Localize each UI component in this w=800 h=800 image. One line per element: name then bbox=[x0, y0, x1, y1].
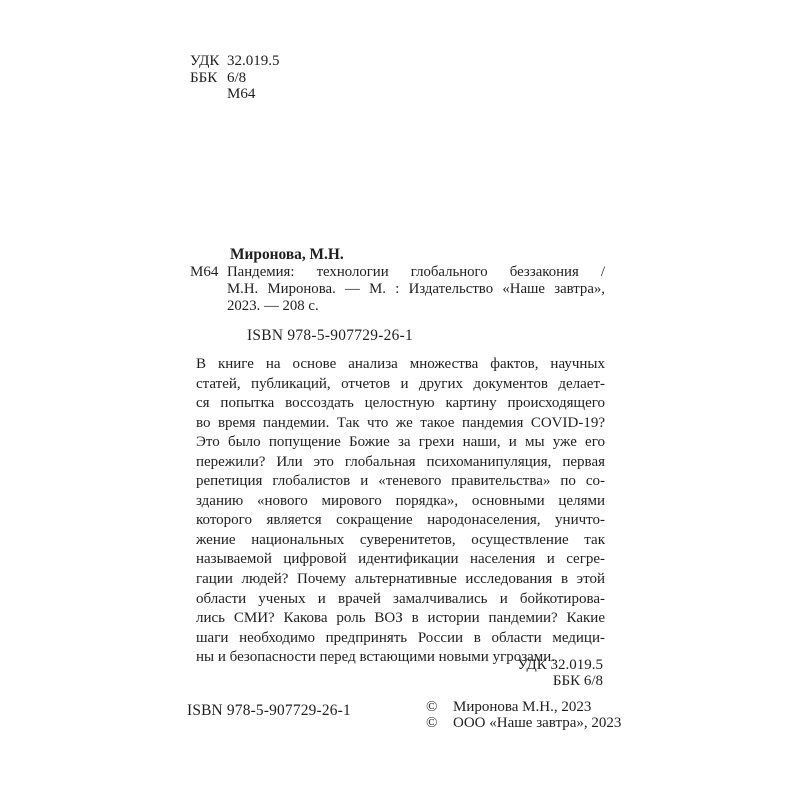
annotation-line: во время пандемии. Так что же такое пандемия COVID-19? bbox=[196, 414, 605, 431]
annotation-line: зданию «нового мирового порядка», основными целями bbox=[196, 492, 605, 509]
author-heading: Миронова, М.Н. bbox=[230, 246, 344, 263]
citation-line: 2023. — 208 с. bbox=[227, 297, 319, 314]
bibliographic-citation bbox=[227, 264, 605, 315]
copyright-line bbox=[426, 716, 621, 732]
code-value: 32.019.5 bbox=[227, 53, 280, 69]
annotation-line: лись СМИ? Какова роль ВОЗ в истории пандемии? Какие bbox=[196, 610, 605, 627]
annotation-line: которого является сокращение народонаселения, уничто- bbox=[196, 512, 605, 529]
annotation-line: репетиция глобалистов и «теневого правительства» по со- bbox=[196, 473, 605, 490]
isbn-number: ISBN 978-5-907729-26-1 bbox=[247, 327, 414, 344]
citation-line: М.Н. Миронова. — М. : Издательство «Наше завтра», bbox=[227, 280, 605, 297]
margin-author-code: М64 bbox=[190, 264, 219, 280]
annotation-line: называемой цифровой идентификации населения и сегре- bbox=[196, 551, 605, 568]
bottom-bbk-code: ББК 6/8 bbox=[552, 673, 603, 689]
code-value: 6/8 bbox=[227, 69, 247, 86]
code-value: М64 bbox=[227, 86, 256, 102]
annotation-line: статей, публикаций, отчетов и других документов делает- bbox=[196, 375, 605, 392]
annotation-line: гации людей? Почему альтернативные исследования в этой bbox=[196, 571, 605, 588]
copyright-text: ООО «Наше завтра», 2023 bbox=[453, 714, 622, 731]
footer-isbn-number: ISBN 978-5-907729-26-1 bbox=[187, 702, 351, 719]
bottom-classification-codes bbox=[196, 657, 603, 689]
top-classification-codes bbox=[190, 53, 280, 103]
copyright-text: Миронова М.Н., 2023 bbox=[453, 699, 592, 715]
copyright-block bbox=[426, 700, 621, 731]
code-row bbox=[190, 86, 280, 103]
code-row bbox=[190, 53, 280, 70]
code-label bbox=[190, 86, 227, 103]
copyright-icon: © bbox=[426, 714, 438, 731]
annotation-line: жение национальных суверенитетов, осуществление так bbox=[196, 531, 605, 548]
annotation-line: В книге на основе анализа множества фактов, научных bbox=[196, 356, 605, 372]
annotation-line: области ученых и врачей замалчивались и бойкотирова- bbox=[196, 590, 605, 607]
annotation-line: пережили? Или это глобальная психоманипуляция, первая bbox=[196, 453, 605, 470]
annotation-paragraph bbox=[196, 355, 605, 668]
code-label: УДК bbox=[190, 53, 220, 69]
bottom-udk-code: УДК 32.019.5 bbox=[517, 657, 603, 673]
citation-line: Пандемия: технологии глобального беззакония / bbox=[227, 264, 605, 280]
copyright-line bbox=[426, 700, 621, 716]
annotation-line: Это было попущение Божие за грехи наши, и мы уже его bbox=[196, 434, 605, 451]
code-label: ББК bbox=[190, 69, 218, 86]
annotation-line: ся попытка воссоздать целостную картину происходящего bbox=[196, 395, 605, 412]
copyright-icon: © bbox=[426, 699, 438, 715]
code-row bbox=[190, 70, 280, 87]
annotation-line: ны и безопасности перед встающими новыми угрозами. bbox=[196, 649, 556, 666]
annotation-line: шаги необходимо предпринять России в области медици- bbox=[196, 629, 605, 646]
